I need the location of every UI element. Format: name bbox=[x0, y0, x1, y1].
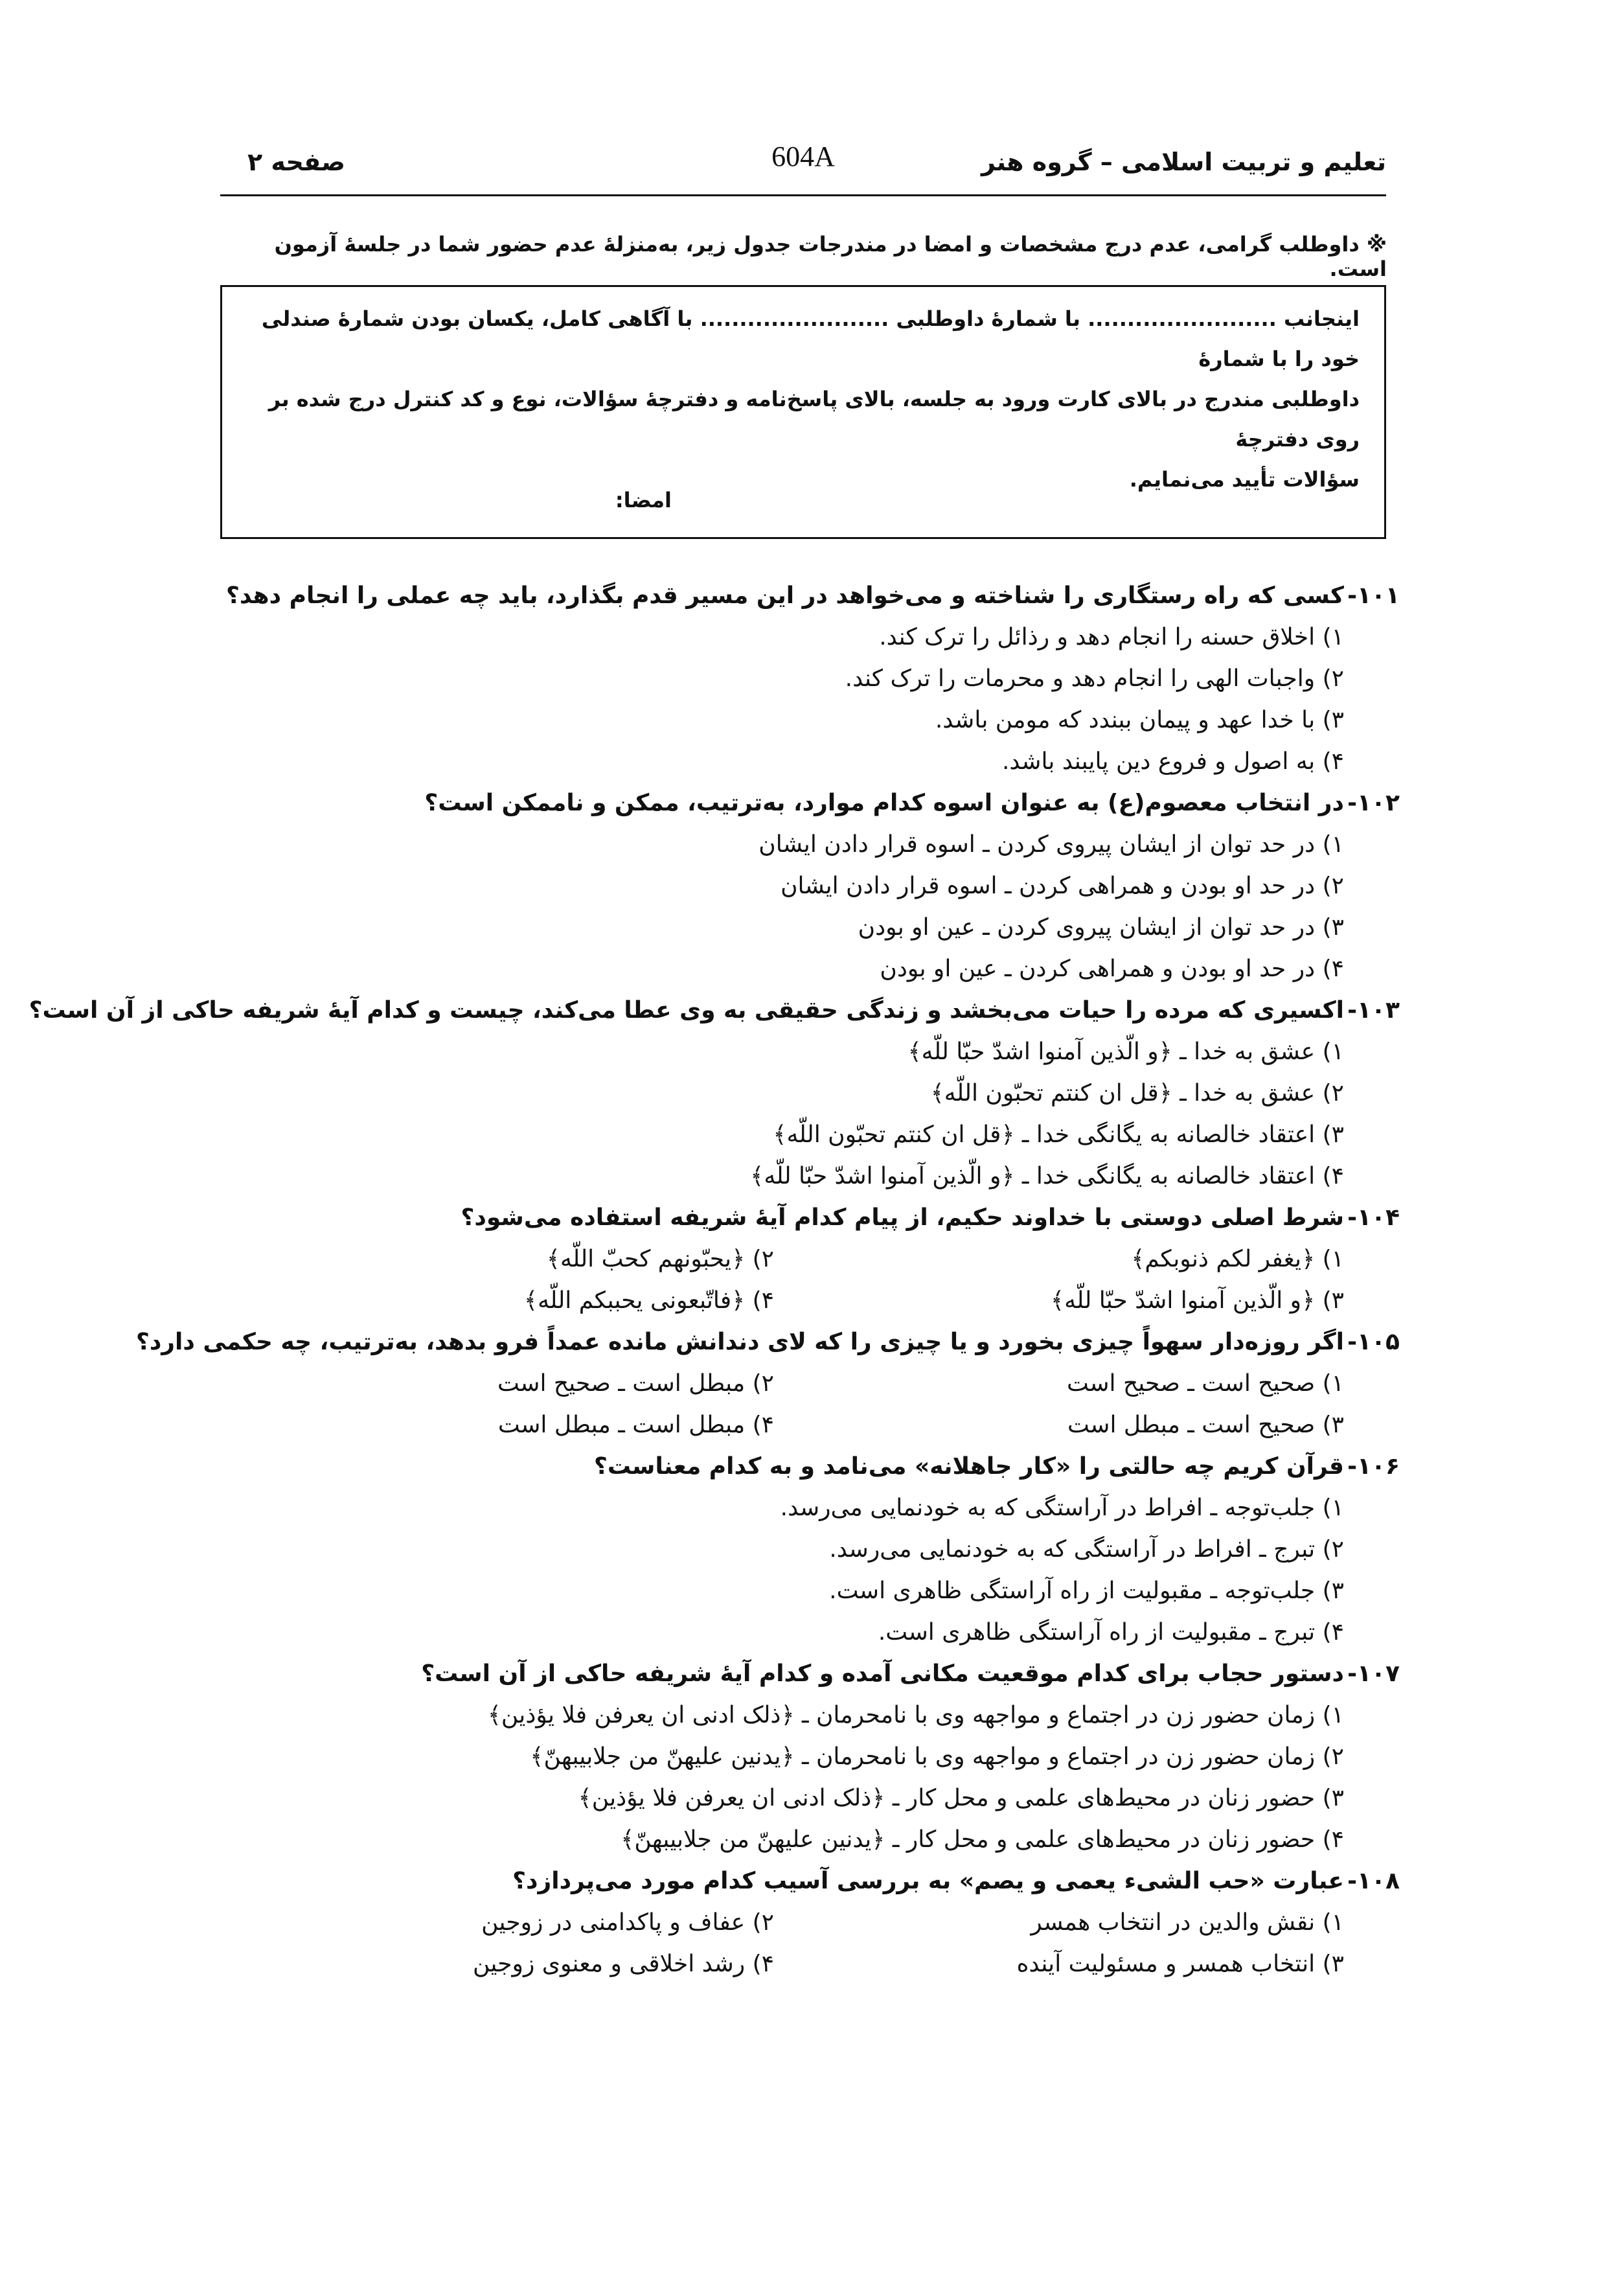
question-102 bbox=[169, 783, 1400, 990]
option-4: ۴) رشد اخلاقی و معنوی زوجین bbox=[473, 1951, 774, 1977]
question-number: ۱۰۴- bbox=[1347, 1204, 1400, 1231]
option-1: ۱) صحیح است ـ صحیح است bbox=[1067, 1370, 1344, 1397]
option-2: ۲) تبرج ـ افراط در آراستگی که به خودنمایی می‌رسد. bbox=[829, 1536, 1344, 1563]
question-text: دستور حجاب برای کدام موقعیت مکانی آمده و کدام آیهٔ شریفه حاکی از آن است؟ bbox=[421, 1660, 1344, 1687]
exam-code: 604A bbox=[771, 141, 835, 172]
question-number: ۱۰۳- bbox=[1347, 997, 1400, 1024]
option-1: ۱) زمان حضور زن در اجتماع و مواجهه وی با نامحرمان ـ ﴿ذلک ادنی ان یعرفن فلا یؤذین﴾ bbox=[487, 1702, 1344, 1728]
option-3: ۳) در حد توان از ایشان پیروی کردن ـ عین او بودن bbox=[858, 914, 1344, 941]
question-101 bbox=[169, 575, 1400, 783]
question-stem bbox=[169, 575, 1400, 617]
question-text: اکسیری که مرده را حیات می‌بخشد و زندگی حقیقی به وی عطا می‌کند، چیست و کدام آیهٔ شریفه حاکی از آن است؟ bbox=[28, 997, 1344, 1024]
question-108 bbox=[169, 1861, 1400, 1985]
candidate-notice: ※ داوطلب گرامی، عدم درج مشخصات و امضا در مندرجات جدول زیر، به‌منزلهٔ عدم حضور شما در جلسهٔ آزمون است. bbox=[274, 232, 1387, 281]
header-divider bbox=[220, 194, 1386, 196]
candidate-declaration-box bbox=[220, 285, 1386, 539]
question-stem bbox=[169, 1197, 1400, 1239]
question-103 bbox=[28, 990, 1400, 1197]
question-number: ۱۰۷- bbox=[1347, 1660, 1400, 1687]
option-row bbox=[169, 1239, 1400, 1280]
option-2: ۲) واجبات الهی را انجام دهد و محرمات را ترک کند. bbox=[845, 665, 1344, 692]
option-2: ۲) زمان حضور زن در اجتماع و مواجهه وی با نامحرمان ـ ﴿یدنین علیهنّ من جلابیبهنّ﴾ bbox=[530, 1743, 1344, 1770]
option-row bbox=[169, 1280, 1400, 1322]
option-3: ۳) جلب‌توجه ـ مقبولیت از راه آراستگی ظاهری است. bbox=[829, 1578, 1344, 1604]
option-3: ۳) انتخاب همسر و مسئولیت آینده bbox=[1016, 1951, 1344, 1977]
question-number: ۱۰۸- bbox=[1347, 1868, 1400, 1894]
option-1: ۱) نقش والدین در انتخاب همسر bbox=[1031, 1909, 1344, 1936]
question-stem bbox=[169, 1446, 1400, 1487]
option-1: ۱) ﴿یغفر لکم ذنوبکم﴾ bbox=[1131, 1246, 1344, 1272]
declaration-line-3: سؤالات تأیید می‌نمایم. bbox=[1129, 467, 1360, 492]
option-4: ۴) اعتقاد خالصانه به یگانگی خدا ـ ﴿و الّذین آمنوا اشدّ حبّا للّه﴾ bbox=[750, 1163, 1344, 1189]
option-3: ۳) صحیح است ـ مبطل است bbox=[1067, 1412, 1344, 1438]
declaration-line-2: داوطلبی مندرج در بالای کارت ورود به جلسه، بالای پاسخ‌نامه و دفترچهٔ سؤالات، نوع و کد کنترل درج شده بر روی دفترچهٔ bbox=[268, 387, 1360, 452]
option-4: ۴) به اصول و فروع دین پایبند باشد. bbox=[1001, 748, 1344, 775]
option-3: ۳) اعتقاد خالصانه به یگانگی خدا ـ ﴿قل ان کنتم تحبّون اللّه﴾ bbox=[773, 1121, 1344, 1148]
question-number: ۱۰۱- bbox=[1347, 582, 1400, 609]
question-list bbox=[28, 575, 1400, 1985]
question-text: کسی که راه رستگاری را شناخته و می‌خواهد در این مسیر قدم بگذارد، باید چه عملی را انجام دهد؟ bbox=[225, 582, 1344, 609]
question-text: شرط اصلی دوستی با خداوند حکیم، از پیام کدام آیهٔ شریفه استفاده می‌شود؟ bbox=[461, 1204, 1344, 1231]
option-3: ۳) ﴿و الّذین آمنوا اشدّ حبّا للّه﴾ bbox=[1051, 1287, 1344, 1314]
question-text: قرآن کریم چه حالتی را «کار جاهلانه» می‌نامد و به کدام معناست؟ bbox=[594, 1453, 1344, 1480]
option-1: ۱) عشق به خدا ـ ﴿و الّذین آمنوا اشدّ حبّا للّه﴾ bbox=[907, 1039, 1344, 1065]
question-stem bbox=[169, 783, 1400, 824]
option-1: ۱) اخلاق حسنه را انجام دهد و رذائل را ترک کند. bbox=[879, 624, 1344, 650]
question-stem bbox=[28, 990, 1400, 1031]
question-107 bbox=[169, 1653, 1400, 1861]
question-text: عبارت «حب الشیء یعمی و یصم» به بررسی آسیب کدام مورد می‌پردازد؟ bbox=[512, 1868, 1344, 1894]
question-stem bbox=[169, 1861, 1400, 1902]
question-104 bbox=[169, 1197, 1400, 1322]
option-1: ۱) جلب‌توجه ـ افراط در آراستگی که به خودنمایی می‌رسد. bbox=[780, 1495, 1344, 1521]
option-4: ۴) در حد او بودن و همراهی کردن ـ عین او بودن bbox=[880, 956, 1344, 982]
option-row bbox=[169, 1944, 1400, 1985]
signature-label: امضا: bbox=[615, 488, 672, 512]
option-3: ۳) حضور زنان در محیط‌های علمی و محل کار ـ ﴿ذلک ادنی ان یعرفن فلا یؤذین﴾ bbox=[578, 1785, 1344, 1811]
question-number: ۱۰۲- bbox=[1347, 790, 1400, 816]
question-106 bbox=[169, 1446, 1400, 1653]
option-1: ۱) در حد توان از ایشان پیروی کردن ـ اسوه قرار دادن ایشان bbox=[758, 831, 1344, 858]
question-number: ۱۰۵- bbox=[1347, 1329, 1400, 1355]
question-text: اگر روزه‌دار سهواً چیزی بخورد و یا چیزی را که لای دندانش مانده عمداً فرو بدهد، به‌ترتیب، چه حکمی دارد؟ bbox=[135, 1329, 1344, 1355]
option-2: ۲) ﴿یحبّونهم کحبّ اللّه﴾ bbox=[546, 1246, 774, 1272]
question-number: ۱۰۶- bbox=[1347, 1453, 1400, 1480]
question-stem bbox=[135, 1322, 1400, 1363]
page-header bbox=[220, 141, 1386, 187]
option-2: ۲) عفاف و پاکدامنی در زوجین bbox=[481, 1909, 774, 1936]
option-row bbox=[169, 1405, 1400, 1446]
option-2: ۲) مبطل است ـ صحیح است bbox=[497, 1370, 774, 1397]
question-text: در انتخاب معصوم(ع) به عنوان اسوه کدام موارد، به‌ترتیب، ممکن و ناممکن است؟ bbox=[424, 790, 1344, 816]
option-2: ۲) عشق به خدا ـ ﴿قل ان کنتم تحبّون اللّه﴾ bbox=[930, 1080, 1344, 1107]
question-stem bbox=[169, 1653, 1400, 1695]
option-2: ۲) در حد او بودن و همراهی کردن ـ اسوه قرار دادن ایشان bbox=[781, 873, 1344, 899]
option-4: ۴) حضور زنان در محیط‌های علمی و محل کار ـ ﴿یدنین علیهنّ من جلابیبهنّ﴾ bbox=[621, 1826, 1344, 1853]
question-105 bbox=[135, 1322, 1400, 1446]
option-4: ۴) مبطل است ـ مبطل است bbox=[497, 1412, 774, 1438]
option-3: ۳) با خدا عهد و پیمان ببندد که مومن باشد. bbox=[935, 707, 1344, 733]
declaration-line-1: اینجانب ........................ با شمارهٔ داوطلبی ........................ با آگاهی کامل، یکسان بودن شمارهٔ صندلی خود را با شمارهٔ bbox=[261, 306, 1360, 371]
exam-title: تعلیم و تربیت اسلامی – گروه هنر bbox=[981, 148, 1386, 176]
option-4: ۴) ﴿فاتّبعونی یحببکم اللّه﴾ bbox=[524, 1287, 774, 1314]
option-4: ۴) تبرج ـ مقبولیت از راه آراستگی ظاهری است. bbox=[878, 1619, 1344, 1646]
option-row bbox=[169, 1363, 1400, 1405]
option-row bbox=[169, 1902, 1400, 1944]
page-number: صفحه ۲ bbox=[247, 148, 345, 176]
